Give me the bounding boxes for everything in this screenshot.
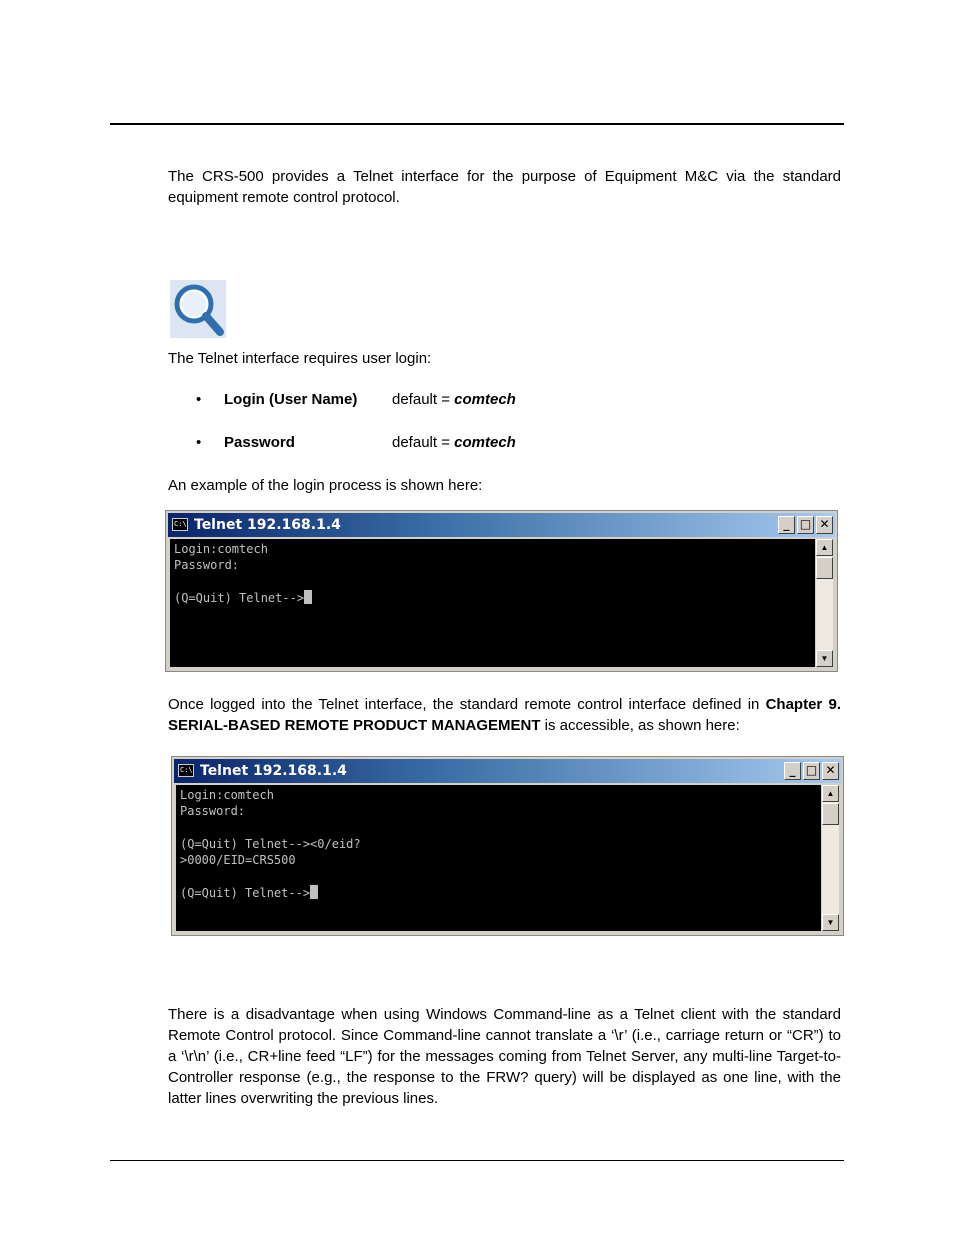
vertical-scrollbar[interactable] xyxy=(822,785,839,931)
window-title: Telnet 192.168.1.4 xyxy=(200,763,347,779)
console-line: >0000/EID=CRS500 xyxy=(180,853,296,868)
password-term: Password xyxy=(224,434,295,451)
bullet: • xyxy=(196,391,202,408)
minimize-button[interactable]: _ xyxy=(778,516,795,534)
window-title: Telnet 192.168.1.4 xyxy=(194,517,341,533)
cmd-icon: C:\ xyxy=(178,764,194,777)
console-line: Login:comtech xyxy=(174,542,268,556)
close-button[interactable]: ✕ xyxy=(822,762,839,780)
console-output[interactable] xyxy=(170,539,815,667)
header-rule xyxy=(110,123,844,125)
window-titlebar[interactable] xyxy=(168,513,835,537)
close-button[interactable]: ✕ xyxy=(816,516,833,534)
magnifier-icon xyxy=(170,280,226,338)
scroll-up-icon[interactable]: ▲ xyxy=(816,539,833,556)
example-text: An example of the login process is shown here: xyxy=(168,477,483,494)
password-default: default = comtech xyxy=(392,434,516,451)
cursor xyxy=(310,885,318,899)
scroll-down-icon[interactable]: ▼ xyxy=(816,650,833,667)
telnet-window-eid xyxy=(171,756,844,936)
cursor xyxy=(304,590,312,604)
login-default: default = comtech xyxy=(392,391,516,408)
footer-rule xyxy=(110,1160,844,1161)
disadvantage-paragraph: There is a disadvantage when using Windows Command-line as a Telnet client with the standard Remote Control protocol. Since Command-line cannot translate a ‘\r’ (i.e., carriage return or “CR”) to a ‘\r\n’ (i.e., CR+line feed “LF”) for the messages coming from Telnet Server, any multi-line Target-to-Controller response (e.g., the response to the FRW? query) will be displayed as one line, with the latter lines overwriting the previous lines. xyxy=(168,1006,841,1107)
console-line: Password: xyxy=(174,558,240,573)
login-required-text: The Telnet interface requires user login: xyxy=(168,350,432,367)
intro-paragraph: The CRS-500 provides a Telnet interface for the purpose of Equipment M&C via the standard equipment remote control protocol. xyxy=(168,168,841,206)
login-term: Login (User Name) xyxy=(224,391,358,408)
logged-in-paragraph: Once logged into the Telnet interface, the standard remote control interface defined in Chapter 9. SERIAL-BASED REMOTE PRODUCT MANAGEMENT is accessible, as shown here: xyxy=(168,696,841,734)
console-line: (Q=Quit) Telnet--> xyxy=(174,590,305,605)
console-line: (Q=Quit) Telnet--> xyxy=(180,885,311,900)
scroll-thumb[interactable] xyxy=(822,803,839,825)
console-line: (Q=Quit) Telnet--><0/eid? xyxy=(180,836,361,851)
console-line: Password: xyxy=(180,804,246,819)
window-titlebar[interactable] xyxy=(174,759,841,783)
bullet: • xyxy=(196,434,202,451)
minimize-button[interactable]: _ xyxy=(784,762,801,780)
telnet-window-login xyxy=(165,510,838,672)
scroll-down-icon[interactable]: ▼ xyxy=(822,914,839,931)
console-line: Login:comtech xyxy=(180,788,274,802)
console-output[interactable] xyxy=(176,785,821,931)
maximize-button[interactable]: □ xyxy=(797,516,814,534)
scroll-up-icon[interactable]: ▲ xyxy=(822,785,839,802)
scroll-thumb[interactable] xyxy=(816,557,833,579)
cmd-icon: C:\ xyxy=(172,518,188,531)
maximize-button[interactable]: □ xyxy=(803,762,820,780)
vertical-scrollbar[interactable] xyxy=(816,539,833,667)
